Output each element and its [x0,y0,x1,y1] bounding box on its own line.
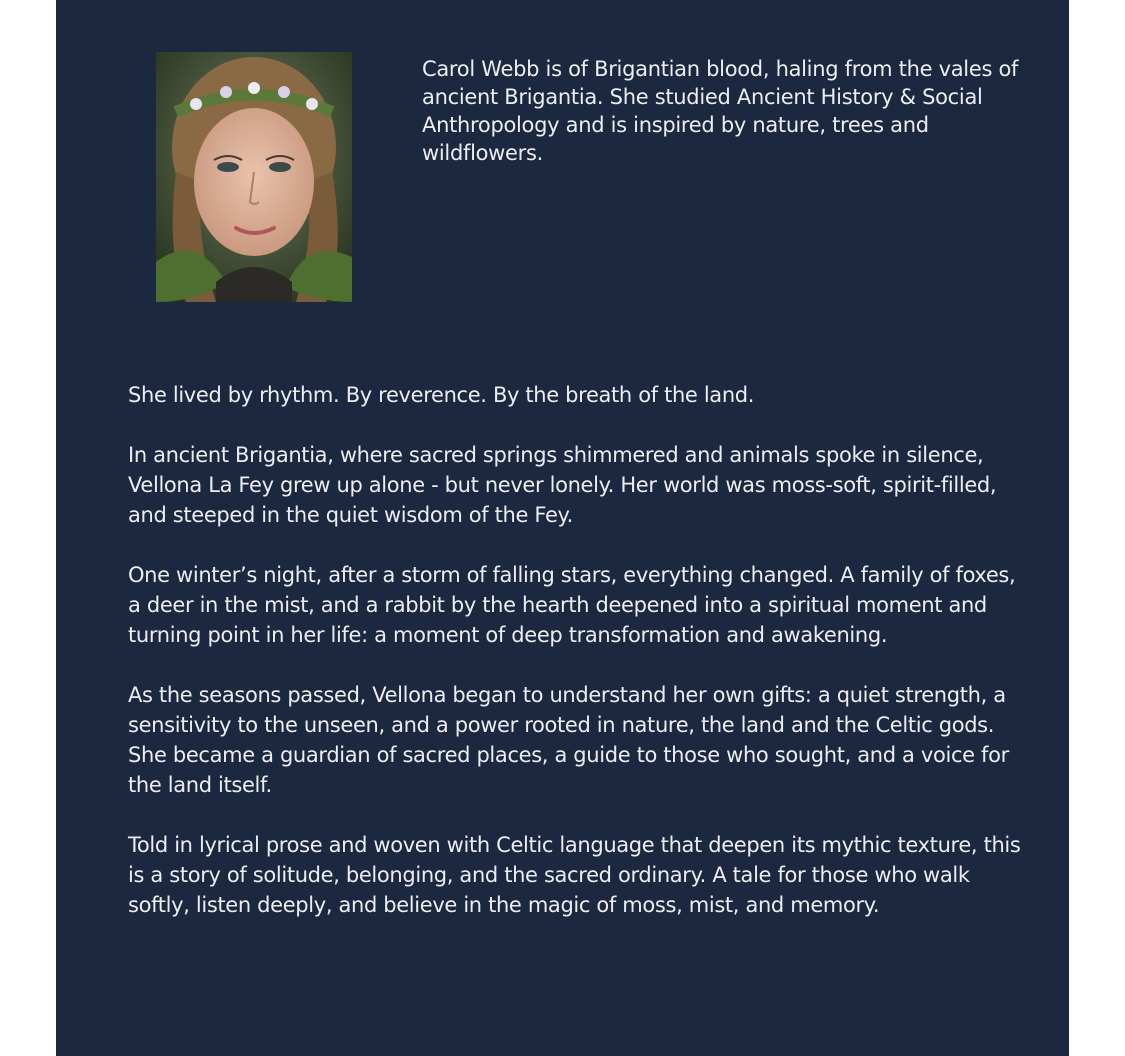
book-synopsis [128,380,1028,950]
author-photo [156,52,352,302]
book-description-panel [56,0,1069,1056]
synopsis-paragraph: She lived by rhythm. By reverence. By the breath of the land. [128,383,755,407]
synopsis-paragraph: Told in lyrical prose and woven with Celtic language that deepen its mythic texture, this is a story of solitude, belonging, and the sacred ordinary. A tale for those who walk softly, listen deeply, and believe in the magic of moss, mist, and memory. [128,833,1021,917]
synopsis-paragraph: In ancient Brigantia, where sacred springs shimmered and animals spoke in silence, Vellona La Fey grew up alone - but never lonely. Her world was moss-soft, spirit-filled, and steeped in the quiet wisdom of the Fey. [128,443,997,527]
synopsis-paragraph: As the seasons passed, Vellona began to understand her own gifts: a quiet strength, a sensitivity to the unseen, and a power rooted in nature, the land and the Celtic gods. She became a guardian of sacred places, a guide to those who sought, and a voice for the land itself. [128,683,1009,797]
synopsis-paragraph: One winter’s night, after a storm of falling stars, everything changed. A family of foxes, a deer in the mist, and a rabbit by the hearth deepened into a spiritual moment and turning point in her life: a moment of deep transformation and awakening. [128,563,1016,647]
author-portrait-image [156,52,352,302]
author-bio: Carol Webb is of Brigantian blood, haling from the vales of ancient Brigantia. She studied Ancient History & Social Anthropology and is inspired by nature, trees and wildflowers. [422,57,1019,165]
